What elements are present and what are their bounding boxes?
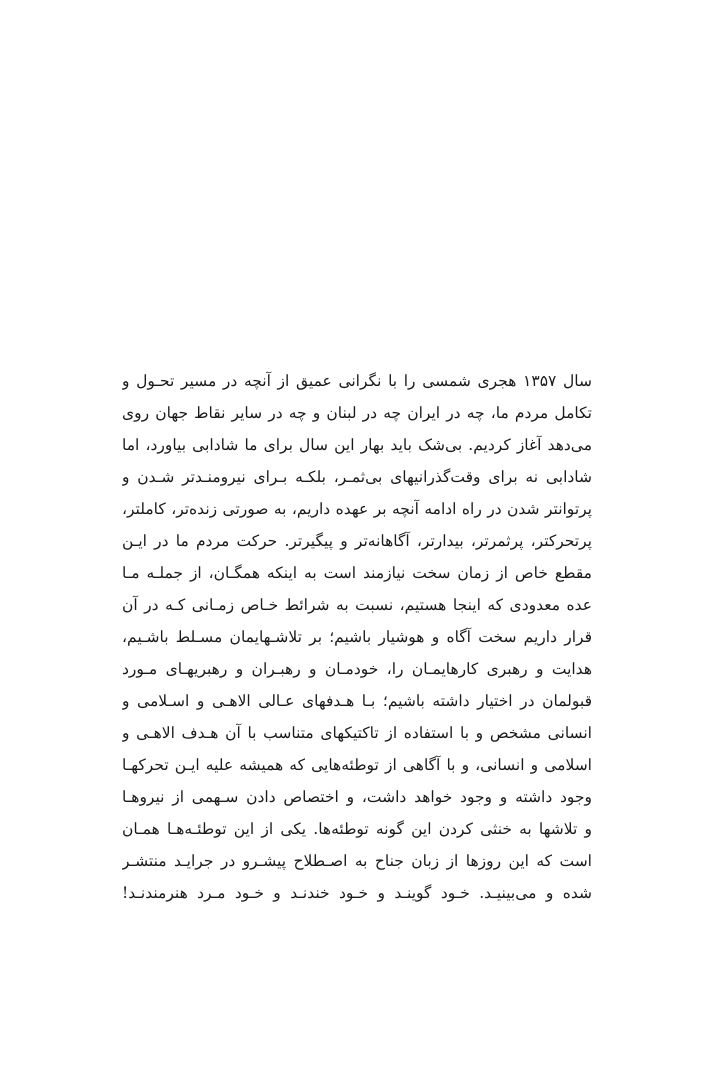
text-line: و تلاشها به خنثی کردن این گونه توطئه‌ها. یکی از این توطئـه‌هـا همـان bbox=[122, 820, 592, 838]
text-line: هدایت و رهبری کارهایمـان را، خودمـان و رهبـران و رهبریهـای مـورد bbox=[122, 660, 592, 678]
text-line: می‌دهد آغاز کردیم. بی‌شک باید بهار این سال برای ما شادابی بیاورد، اما bbox=[122, 436, 592, 454]
text-line: مقطع خاص از زمان سخت نیازمند است به اینکه همگـان، از جملـه مـا bbox=[122, 564, 592, 582]
text-line: شادابی نه برای وقت‌گذرانیهای بی‌ثمـر، بلکـه بـرای نیرومنـدتر شـدن و bbox=[122, 468, 592, 486]
text-line: سال ۱۳۵۷ هجری شمسی را با نگرانی عمیق از آنچه در مسیر تحـول و bbox=[122, 372, 592, 390]
text-line: پرتوانتر شدن در راه ادامه آنچه بر عهده داریم، به صورتی زنده‌تر، کاملتر، bbox=[122, 500, 592, 518]
text-line: قرار داریم سخت آگاه و هوشیار باشیم؛ بر تلاشـهایمان مسـلط باشـیم، bbox=[122, 628, 592, 646]
paragraph bbox=[122, 365, 592, 909]
text-line: تکامل مردم ما، چه در ایران چه در لبنان و چه در سایر نقاط جهان روی bbox=[122, 404, 592, 422]
text-line: وجود داشته و وجود خواهد داشت، و اختصاص دادن سـهمی از نیروهـا bbox=[122, 788, 592, 806]
text-line: انسانی مشخص و با استفاده از تاکتیکهای متناسب با آن هـدف الاهـی و bbox=[122, 724, 592, 742]
text-line: اسلامی و انسانی، و با آگاهی از توطئه‌هایی که همیشه علیه ایـن تحرکهـا bbox=[122, 756, 592, 774]
text-line: عده معدودی که اینجا هستیم، نسبت به شرائط خـاص زمـانی کـه در آن bbox=[122, 596, 592, 614]
text-line: شده و می‌بینیـد. خـود گوینـد و خـود خندنـد و خـود مـرد هنرمندنـد! bbox=[122, 884, 592, 902]
text-line: پرتحرکتر، پرثمرتر، بیدارتر، آگاهانه‌تر و پیگیرتر. حرکت مردم ما در ایـن bbox=[122, 532, 592, 550]
text-line: است که این روزها از زبان جناح به اصـطلاح پیشـرو در جرایـد منتشـر bbox=[122, 852, 592, 870]
text-line: قبولمان در اختیار داشته باشیم؛ بـا هـدفهای عـالی الاهـی و اسـلامی و bbox=[122, 692, 592, 710]
